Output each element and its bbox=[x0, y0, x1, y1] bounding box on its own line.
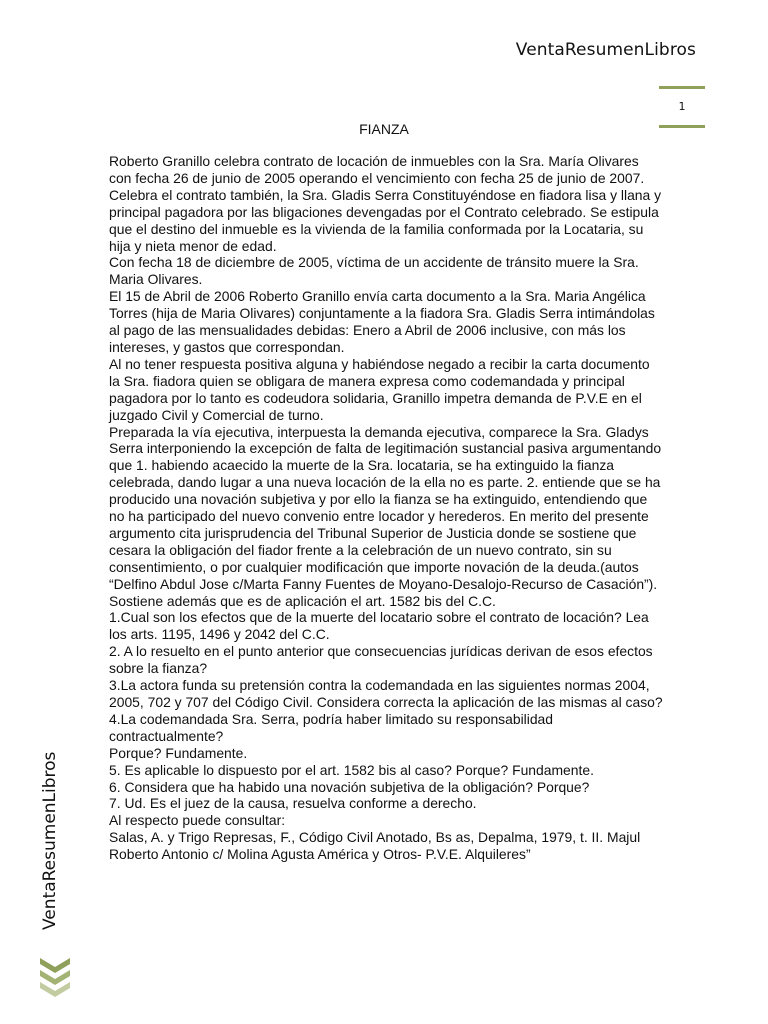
document-title: FIANZA bbox=[359, 121, 409, 137]
question-2: 2. A lo resuelto en el punto anterior que consecuencias jurídicas derivan de esos efectos sobre la fianza? bbox=[109, 643, 653, 677]
chevron-stack-icon bbox=[38, 956, 72, 1000]
question-6: 6. Considera que ha habido una novación subjetiva de la obligación? Porque? bbox=[109, 778, 590, 795]
paragraph: El 15 de Abril de 2006 Roberto Granillo envía carta documento a la Sra. Maria Angélica Torres (hija de Maria Olivares) conjuntamente a la fiadora Sra. Gladis Serra intimándolas al pago de las mensualidades debidas: Enero a Abril de 2006 inclusive, con más los intereses, y gastos que correspondan. bbox=[109, 288, 655, 355]
question-1: 1.Cual son los efectos que de la muerte del locatario sobre el contrato de locación? Lea los arts. 1195, 1496 y 2042 del C.C. bbox=[109, 609, 649, 643]
header-brand: VentaResumenLibros bbox=[515, 40, 696, 60]
paragraph: Con fecha 18 de diciembre de 2005, víctima de un accidente de tránsito muere la Sra. Maria Olivares. bbox=[109, 254, 639, 288]
sidebar-brand: VentaResumenLibros bbox=[40, 751, 60, 930]
paragraph: Porque? Fundamente. bbox=[109, 744, 248, 761]
paragraph: Al no tener respuesta positiva alguna y habiéndose negado a recibir la carta documento la Sra. fiadora quien se obligara de manera expresa como codemandada y principal pagadora por lo tanto es codeudora solidaria, Granillo impetra demanda de P.V.E en el juzgado Civil y Comercial de turno. bbox=[109, 355, 650, 423]
paragraph: Preparada la vía ejecutiva, interpuesta la demanda ejecutiva, comparece la Sra. Gladys Serra interponiendo la excepción de falta de legitimación sustancial pasiva argumentando que 1. habiendo acaecido la muerte de la Sra. locataria, se ha extinguido la fianza celebrada, dando lugar a una nueva locación de la ella no es parte. 2. entiende que se ha producido una novación subjetiva y por ello la fianza se ha extinguido, entendiendo que no ha participado del nuevo convenio entre locador y herederos. En merito del presente argumento cita jurisprudencia del Tribunal Superior de Justicia donde se sostiene que cesara la obligación del fiador frente a la celebración de un nuevo contrato, sin su consentimiento, o por cualquier modificación que importe novación de la deuda.(autos “Delfino Abdul Jose c/Marta Fanny Fuentes de Moyano-Desalojo-Recurso de Casación”). Sostiene además que es de aplicación el art. 1582 bis del C.C. bbox=[109, 423, 662, 609]
references-label: Al respecto puede consultar: bbox=[109, 812, 286, 829]
question-5: 5. Es aplicable lo dispuesto por el art. 1582 bis al caso? Porque? Fundamente. bbox=[109, 761, 594, 778]
document-body bbox=[109, 153, 664, 863]
references: Salas, A. y Trigo Represas, F., Código Civil Anotado, Bs as, Depalma, 1979, t. II. Majul Roberto Antonio c/ Molina Agusta América y Otros- P.V.E. Alquileres” bbox=[109, 829, 641, 863]
question-3: 3.La actora funda su pretensión contra la codemandada en las siguientes normas 2004, 2005, 702 y 707 del Código Civil. Considera correcta la aplicación de las mismas al caso? bbox=[109, 677, 663, 710]
page-number: 1 bbox=[678, 100, 686, 113]
paragraph: Roberto Granillo celebra contrato de locación de inmuebles con la Sra. María Olivares con fecha 26 de junio de 2005 operando el vencimiento con fecha 25 de junio de 2007. Celebra el contrato también, la Sra. Gladis Serra Constituyéndose en fiadora lisa y llana y principal pagadora por las bligaciones devengadas por el Contrato celebrado. Se estipula que el destino del inmueble es la vivienda de la familia conformada por la Locataria, su hija y nieta menor de edad. bbox=[109, 153, 662, 254]
question-7: 7. Ud. Es el juez de la causa, resuelva conforme a derecho. bbox=[109, 795, 477, 812]
question-4: 4.La codemandada Sra. Serra, podría haber limitado su responsabilidad contractualmente? bbox=[109, 710, 554, 744]
